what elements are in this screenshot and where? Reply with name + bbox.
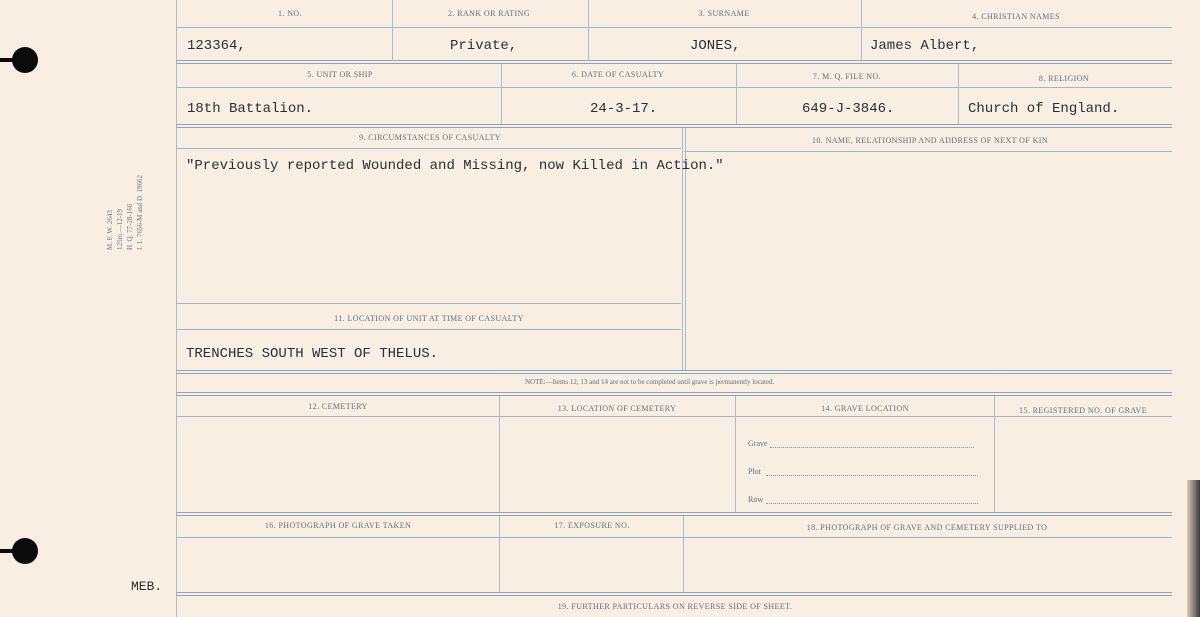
row3-bottom-rule bbox=[176, 370, 1172, 374]
religion-value: Church of England. bbox=[968, 101, 1120, 117]
plot-field-label: Plot bbox=[748, 467, 761, 476]
label-christian-names: 4. CHRISTIAN NAMES bbox=[972, 12, 1060, 21]
unit-value: 18th Battalion. bbox=[187, 101, 314, 117]
punch-tab-top bbox=[0, 58, 16, 62]
row5-divider bbox=[499, 516, 500, 592]
label-file-no: 7. M. Q. FILE NO. bbox=[812, 72, 882, 81]
circumstances-value: "Previously reported Wounded and Missing, now Killed in Action." bbox=[186, 158, 724, 174]
circumstances-bottom-rule bbox=[176, 303, 681, 304]
punch-tab-bottom bbox=[0, 549, 16, 553]
row1-divider bbox=[861, 0, 862, 61]
row1-divider bbox=[392, 0, 393, 61]
row4-divider bbox=[994, 396, 995, 512]
label-religion: 8. RELIGION bbox=[1038, 74, 1090, 83]
row2-divider bbox=[958, 64, 959, 124]
row4-bottom-rule bbox=[176, 512, 1172, 516]
label-unit: 5. UNIT OR SHIP bbox=[307, 70, 373, 79]
service-number: 123364, bbox=[187, 38, 246, 54]
stamp-line: H. Q. 77-28-166 bbox=[126, 203, 134, 250]
row3-label-rule bbox=[684, 151, 1172, 152]
row2-label-rule bbox=[176, 87, 1172, 88]
location-value: TRENCHES SOUTH WEST OF THELUS. bbox=[186, 346, 439, 362]
row4-label-rule bbox=[176, 416, 1172, 417]
label-location: 11. LOCATION OF UNIT AT TIME OF CASUALTY bbox=[334, 314, 524, 323]
clerk-initials: MEB. bbox=[131, 579, 163, 594]
label-photo-taken: 16. PHOTOGRAPH OF GRAVE TAKEN bbox=[264, 521, 412, 530]
form-print-stamp bbox=[105, 70, 165, 250]
stamp-line: 125m.—12-19 bbox=[116, 208, 124, 250]
file-no-value: 649-J-3846. bbox=[802, 101, 895, 117]
row5-bottom-rule bbox=[176, 592, 1172, 596]
label-photo-supplied: 18. PHOTOGRAPH OF GRAVE AND CEMETERY SUPPLIED TO bbox=[806, 523, 1048, 532]
row1-bottom-rule bbox=[176, 60, 1172, 64]
card-edge-shadow bbox=[1187, 480, 1200, 617]
stamp-line: M. F. W. 2643 bbox=[106, 210, 114, 250]
label-date: 6. DATE OF CASUALTY bbox=[571, 70, 665, 79]
row1-label-rule bbox=[176, 27, 1172, 28]
date-value: 24-3-17. bbox=[590, 101, 658, 117]
row4-divider bbox=[499, 396, 500, 512]
label-grave-location: 14. GRAVE LOCATION bbox=[821, 404, 909, 413]
row4-top-rule bbox=[176, 392, 1172, 396]
completion-note: NOTE:—Items 12, 13 and 14 are not to be completed until grave is permanently located. bbox=[525, 378, 775, 386]
location-label-rule bbox=[176, 329, 681, 330]
plot-field-line bbox=[766, 475, 978, 476]
label-cemetery-location: 13. LOCATION OF CEMETERY bbox=[557, 404, 677, 413]
label-circumstances: 9. CIRCUMSTANCES OF CASUALTY bbox=[359, 133, 501, 142]
row-field-label: Row bbox=[748, 495, 764, 504]
label-cemetery: 12. CEMETERY bbox=[308, 402, 368, 411]
row5-label-rule bbox=[176, 537, 1172, 538]
row3-label-rule bbox=[176, 148, 681, 149]
grave-field-line bbox=[770, 447, 974, 448]
stamp-line: I. 1. 7656-M and D. 19662 bbox=[136, 174, 144, 250]
label-next-of-kin: 10. NAME, RELATIONSHIP AND ADDRESS OF NEXT OF KIN bbox=[811, 136, 1049, 145]
label-registered-no: 15. REGISTERED NO. OF GRAVE bbox=[1019, 406, 1147, 415]
rank-value: Private, bbox=[450, 38, 518, 54]
row2-divider bbox=[736, 64, 737, 124]
row-field-line bbox=[766, 503, 978, 504]
surname-value: JONES, bbox=[690, 38, 741, 54]
row4-divider bbox=[735, 396, 736, 512]
row1-divider bbox=[588, 0, 589, 61]
row2-divider bbox=[501, 64, 502, 124]
footer-further-particulars: 19. FURTHER PARTICULARS ON REVERSE SIDE OF SHEET. bbox=[557, 602, 793, 611]
label-surname: 3. SURNAME bbox=[698, 9, 750, 18]
left-margin-rule bbox=[176, 0, 177, 617]
grave-field-label: Grave bbox=[748, 439, 768, 448]
row5-divider bbox=[683, 516, 684, 592]
label-rank: 2. RANK OR RATING bbox=[448, 9, 530, 18]
label-exposure-no: 17. EXPOSURE NO. bbox=[554, 521, 630, 530]
label-number: 1. NO. bbox=[278, 9, 302, 18]
row2-bottom-rule bbox=[176, 124, 1172, 128]
christian-names-value: James Albert, bbox=[870, 38, 980, 54]
